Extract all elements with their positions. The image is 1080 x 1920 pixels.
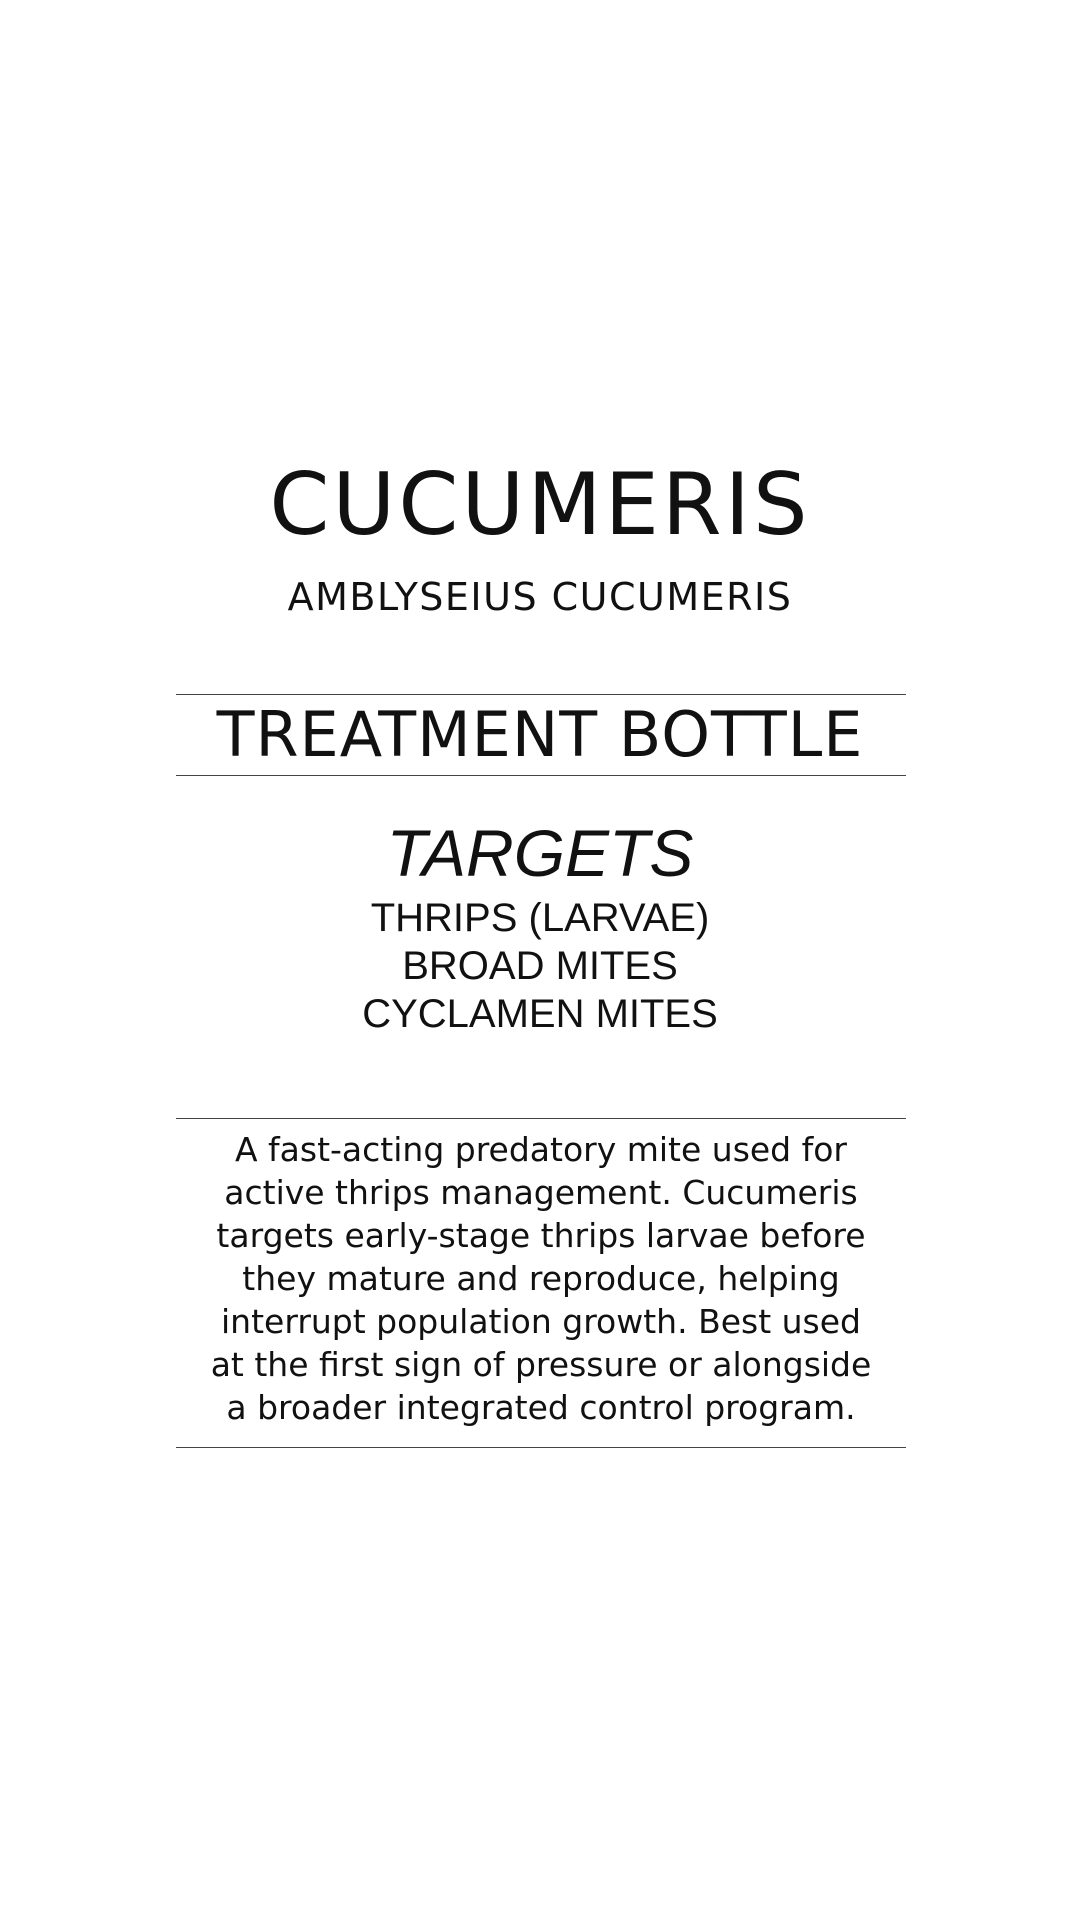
targets-heading: TARGETS: [386, 816, 694, 890]
description-line: A fast-acting predatory mite used for: [234, 1130, 847, 1169]
target-item: THRIPS (LARVAE): [370, 896, 710, 940]
target-item: CYCLAMEN MITES: [362, 992, 718, 1036]
product-description: [176, 1128, 906, 1429]
scientific-name: AMBLYSEIUS CUCUMERIS: [287, 575, 793, 619]
description-line: active thrips management. Cucumeris: [224, 1173, 858, 1212]
description-line: targets early-stage thrips larvae before: [216, 1216, 866, 1255]
description-line: a broader integrated control program.: [226, 1388, 856, 1427]
description-line: at the first sign of pressure or alongside: [210, 1345, 872, 1384]
target-item: BROAD MITES: [402, 944, 678, 988]
divider-under-type: [176, 775, 906, 776]
divider-top: [176, 694, 906, 695]
targets-list: [0, 894, 1080, 1038]
product-type: TREATMENT BOTTLE: [216, 698, 864, 771]
description-line: interrupt population growth. Best used: [221, 1302, 861, 1341]
product-name: CUCUMERIS: [269, 455, 811, 555]
divider-above-description: [176, 1118, 906, 1119]
divider-bottom: [176, 1447, 906, 1448]
description-line: they mature and reproduce, helping: [242, 1259, 840, 1298]
